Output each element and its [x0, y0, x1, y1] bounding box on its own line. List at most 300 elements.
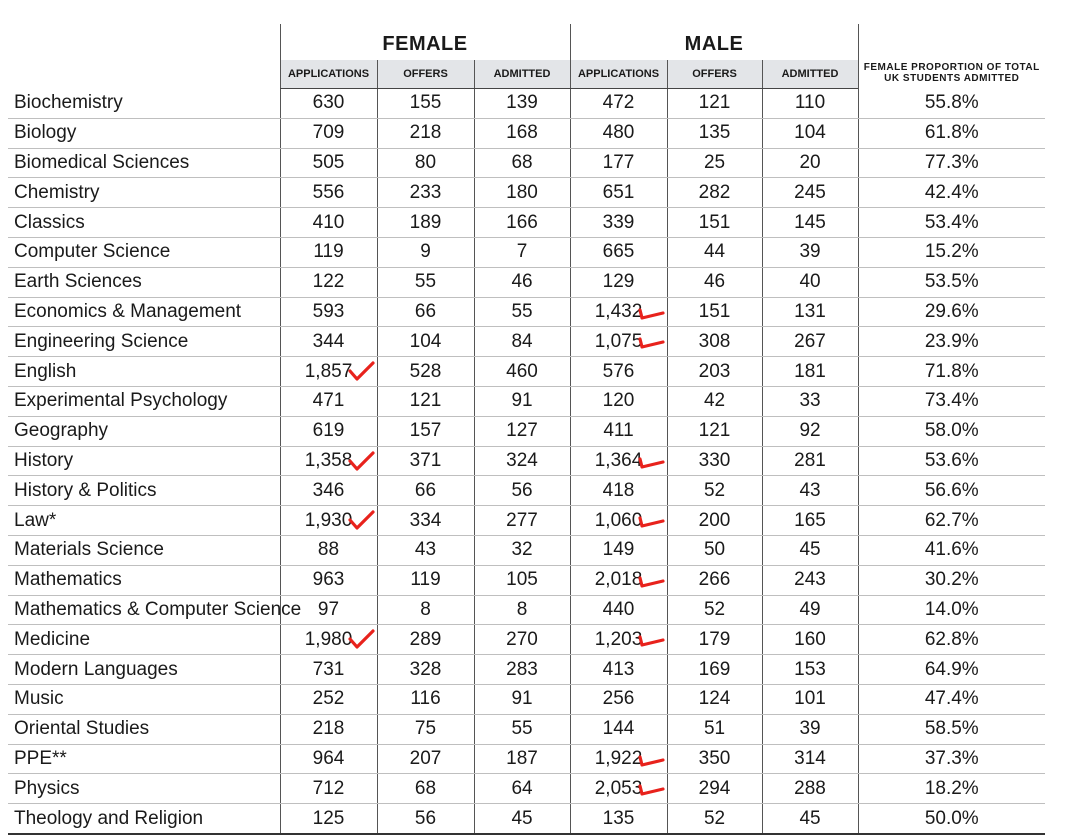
subject-value: English [14, 360, 77, 382]
male-admitted-value: 39 [799, 241, 821, 263]
subject-value: Medicine [14, 628, 91, 650]
male-applications-cell [570, 535, 667, 565]
male-group-header: MALE [570, 24, 858, 60]
subject-value: Chemistry [14, 181, 100, 203]
female-proportion-cell [858, 476, 1045, 506]
female-admitted-cell [474, 446, 570, 476]
female-admitted-cell [474, 655, 570, 685]
female-applications-cell [280, 267, 377, 297]
female-offers-value: 189 [409, 211, 442, 233]
female-applications-value: 125 [312, 807, 345, 829]
female-offers-cell [377, 89, 474, 119]
female-offers-value: 157 [409, 420, 442, 442]
male-admitted-value: 181 [794, 360, 826, 382]
female-offers-cell [377, 744, 474, 774]
female-admitted-value: 187 [506, 747, 538, 769]
male-applications-cell [570, 684, 667, 714]
male-admitted-cell [762, 357, 858, 387]
female-proportion-value: 58.5% [924, 718, 979, 740]
female-applications-value: 119 [313, 241, 344, 263]
male-admitted-value: 153 [794, 658, 826, 680]
male-offers-value: 46 [703, 271, 726, 293]
male-applications-value: 339 [602, 211, 635, 233]
female-admitted-value: 105 [506, 569, 538, 591]
female-applications-cell [280, 565, 377, 595]
male-admitted-cell [762, 774, 858, 804]
male-applications-value: 440 [602, 598, 635, 620]
male-admitted-cell [762, 744, 858, 774]
subject-value: Theology and Religion [14, 807, 204, 829]
female-admitted-cell [474, 774, 570, 804]
female-offers-cell [377, 804, 474, 834]
female-offers-value: 43 [414, 539, 437, 561]
female-admitted-cell [474, 565, 570, 595]
female-applications-cell [280, 744, 377, 774]
male-applications-value: 1,922 [594, 747, 643, 769]
female-offers-value: 68 [414, 777, 437, 799]
male-offers-cell [667, 714, 762, 744]
female-admitted-cell [474, 327, 570, 357]
female-offers-value: 116 [410, 688, 441, 710]
female-admitted-cell [474, 178, 570, 208]
female-admitted-cell [474, 237, 570, 267]
female-proportion-cell [858, 237, 1045, 267]
female-offers-cell [377, 416, 474, 446]
subject-value: Biology [14, 122, 77, 144]
table-row [8, 476, 1045, 506]
female-admitted-value: 277 [506, 509, 538, 531]
male-applications-value: 472 [602, 92, 635, 114]
male-admitted-value: 145 [794, 211, 826, 233]
female-applications-cell [280, 118, 377, 148]
male-admitted-value: 40 [799, 271, 821, 293]
male-offers-cell [667, 386, 762, 416]
table-row [8, 327, 1045, 357]
male-admitted-cell [762, 89, 858, 119]
female-offers-cell [377, 208, 474, 238]
subject-cell [8, 476, 280, 506]
female-applications-header: APPLICATIONS [280, 60, 377, 89]
male-admitted-cell [762, 476, 858, 506]
male-admitted-cell [762, 386, 858, 416]
female-admitted-value: 166 [506, 211, 538, 233]
female-proportion-cell [858, 595, 1045, 625]
female-admitted-value: 45 [511, 807, 533, 829]
female-admitted-cell [474, 744, 570, 774]
subject-cell [8, 178, 280, 208]
male-admitted-value: 92 [799, 420, 821, 442]
female-offers-header: OFFERS [377, 60, 474, 89]
female-proportion-cell [858, 386, 1045, 416]
female-admitted-cell [474, 804, 570, 834]
subject-cell [8, 327, 280, 357]
male-admitted-cell [762, 565, 858, 595]
female-offers-value: 155 [409, 92, 442, 114]
female-applications-value: 630 [312, 92, 345, 114]
male-admitted-cell [762, 655, 858, 685]
female-proportion-value: 23.9% [924, 330, 979, 352]
table-row [8, 237, 1045, 267]
female-proportion-value: 56.6% [924, 479, 979, 501]
male-offers-cell [667, 535, 762, 565]
female-offers-cell [377, 535, 474, 565]
subject-value: PPE** [14, 747, 67, 769]
male-admitted-value: 165 [794, 509, 826, 531]
table-row [8, 684, 1045, 714]
female-applications-cell [280, 625, 377, 655]
male-offers-cell [667, 744, 762, 774]
subject-value: Mathematics [14, 569, 122, 591]
table-row [8, 595, 1045, 625]
male-offers-cell [667, 625, 762, 655]
female-proportion-value: 53.6% [924, 449, 979, 471]
female-offers-value: 233 [409, 181, 442, 203]
male-offers-cell [667, 655, 762, 685]
female-offers-value: 207 [409, 747, 442, 769]
male-offers-value: 52 [703, 479, 726, 501]
table-row [8, 535, 1045, 565]
subject-cell [8, 386, 280, 416]
female-proportion-cell [858, 535, 1045, 565]
female-admitted-value: 46 [511, 271, 533, 293]
male-admitted-cell [762, 178, 858, 208]
female-offers-cell [377, 714, 474, 744]
female-admitted-value: 64 [511, 777, 533, 799]
female-offers-cell [377, 178, 474, 208]
female-proportion-header: FEMALE PROPORTION OF TOTAL UK STUDENTS ADMITTED [858, 24, 1045, 89]
male-admitted-cell [762, 237, 858, 267]
male-admitted-value: 110 [794, 92, 826, 114]
female-offers-cell [377, 297, 474, 327]
male-applications-value: 149 [602, 539, 635, 561]
male-admitted-cell [762, 535, 858, 565]
subject-cell [8, 565, 280, 595]
male-offers-cell [667, 684, 762, 714]
female-applications-value: 505 [312, 151, 345, 173]
male-offers-cell [667, 446, 762, 476]
table-row [8, 804, 1045, 834]
female-proportion-cell [858, 774, 1045, 804]
subject-value: Biochemistry [14, 92, 123, 114]
female-offers-value: 66 [414, 479, 437, 501]
male-applications-value: 1,060 [594, 509, 643, 531]
female-applications-value: 731 [312, 658, 345, 680]
female-applications-cell [280, 595, 377, 625]
female-admitted-value: 91 [511, 390, 533, 412]
female-applications-value: 410 [312, 211, 345, 233]
female-applications-value: 218 [312, 718, 345, 740]
female-applications-value: 471 [312, 390, 345, 412]
subject-cell [8, 237, 280, 267]
male-applications-cell [570, 178, 667, 208]
female-proportion-cell [858, 655, 1045, 685]
female-applications-cell [280, 684, 377, 714]
table-row [8, 386, 1045, 416]
female-applications-value: 1,980 [304, 628, 353, 650]
subject-value: Geography [14, 420, 109, 442]
female-applications-cell [280, 208, 377, 238]
table-row [8, 148, 1045, 178]
female-applications-value: 252 [312, 688, 345, 710]
male-applications-cell [570, 416, 667, 446]
female-applications-value: 593 [312, 300, 345, 322]
male-offers-cell [667, 89, 762, 119]
female-applications-cell [280, 416, 377, 446]
male-admitted-cell [762, 506, 858, 536]
subject-value: Biomedical Sciences [14, 151, 190, 173]
male-applications-value: 480 [602, 122, 635, 144]
subject-value: Physics [14, 777, 80, 799]
male-applications-cell [570, 118, 667, 148]
male-offers-value: 121 [698, 92, 731, 114]
female-proportion-value: 62.7% [924, 509, 979, 531]
subject-cell [8, 118, 280, 148]
male-applications-cell [570, 506, 667, 536]
female-offers-cell [377, 327, 474, 357]
male-offers-cell [667, 357, 762, 387]
table-row [8, 446, 1045, 476]
female-offers-value: 56 [414, 807, 437, 829]
male-admitted-value: 45 [799, 807, 821, 829]
female-offers-value: 119 [410, 569, 441, 591]
male-offers-value: 44 [703, 241, 726, 263]
female-applications-cell [280, 386, 377, 416]
subject-value: Modern Languages [14, 658, 178, 680]
female-proportion-value: 15.2% [924, 241, 979, 263]
female-offers-cell [377, 506, 474, 536]
female-offers-cell [377, 118, 474, 148]
male-applications-cell [570, 655, 667, 685]
male-applications-value: 2,053 [594, 777, 643, 799]
female-applications-cell [280, 297, 377, 327]
female-admitted-cell [474, 148, 570, 178]
female-offers-value: 75 [414, 718, 437, 740]
female-proportion-value: 61.8% [924, 122, 979, 144]
table-row [8, 625, 1045, 655]
female-proportion-cell [858, 327, 1045, 357]
male-admitted-cell [762, 625, 858, 655]
subject-value: Experimental Psychology [14, 390, 228, 412]
female-applications-value: 1,930 [304, 509, 353, 531]
male-admitted-cell [762, 267, 858, 297]
male-applications-value: 1,432 [594, 300, 643, 322]
table-row [8, 774, 1045, 804]
male-offers-cell [667, 178, 762, 208]
female-applications-cell [280, 804, 377, 834]
female-admitted-cell [474, 386, 570, 416]
male-applications-cell [570, 565, 667, 595]
male-offers-value: 51 [703, 718, 726, 740]
female-admitted-cell [474, 595, 570, 625]
female-offers-value: 55 [414, 271, 437, 293]
female-applications-value: 963 [312, 569, 345, 591]
male-applications-cell [570, 386, 667, 416]
male-admitted-value: 33 [799, 390, 821, 412]
female-admitted-value: 56 [511, 479, 533, 501]
female-applications-cell [280, 446, 377, 476]
female-proportion-value: 53.5% [924, 271, 979, 293]
female-proportion-cell [858, 714, 1045, 744]
table-row [8, 118, 1045, 148]
male-admitted-value: 314 [794, 747, 826, 769]
female-admitted-value: 84 [511, 330, 533, 352]
male-offers-value: 203 [698, 360, 731, 382]
male-applications-cell [570, 267, 667, 297]
male-admitted-cell [762, 446, 858, 476]
female-proportion-value: 77.3% [924, 151, 979, 173]
female-applications-cell [280, 89, 377, 119]
male-applications-value: 144 [602, 718, 635, 740]
female-admitted-value: 8 [516, 598, 528, 620]
female-admitted-value: 139 [506, 92, 538, 114]
male-applications-value: 413 [602, 658, 635, 680]
male-admitted-cell [762, 297, 858, 327]
male-admitted-value: 243 [794, 569, 826, 591]
male-applications-cell [570, 208, 667, 238]
female-admitted-value: 127 [506, 420, 538, 442]
male-applications-value: 135 [602, 807, 635, 829]
male-admitted-value: 45 [799, 539, 821, 561]
table-row [8, 506, 1045, 536]
female-offers-value: 80 [414, 151, 437, 173]
male-offers-cell [667, 237, 762, 267]
female-proportion-cell [858, 297, 1045, 327]
subject-cell [8, 774, 280, 804]
subject-cell [8, 357, 280, 387]
table-row [8, 655, 1045, 685]
male-offers-cell [667, 416, 762, 446]
female-proportion-value: 18.2% [924, 777, 979, 799]
subject-value: Classics [14, 211, 85, 233]
female-offers-value: 289 [409, 628, 442, 650]
female-admitted-cell [474, 506, 570, 536]
female-admitted-cell [474, 625, 570, 655]
female-offers-cell [377, 357, 474, 387]
male-offers-value: 124 [698, 688, 731, 710]
female-proportion-value: 42.4% [924, 181, 979, 203]
female-proportion-cell [858, 506, 1045, 536]
female-admitted-value: 91 [511, 688, 533, 710]
male-offers-value: 151 [698, 300, 731, 322]
male-offers-value: 282 [698, 181, 731, 203]
male-offers-value: 42 [703, 390, 726, 412]
female-admitted-value: 55 [511, 718, 533, 740]
admissions-table-container [8, 24, 1048, 835]
subject-cell [8, 625, 280, 655]
female-proportion-cell [858, 565, 1045, 595]
female-admitted-value: 68 [511, 151, 533, 173]
subject-cell [8, 267, 280, 297]
male-offers-cell [667, 595, 762, 625]
table-row [8, 89, 1045, 119]
female-offers-cell [377, 625, 474, 655]
male-applications-value: 411 [603, 420, 634, 442]
male-applications-value: 129 [602, 271, 635, 293]
male-offers-value: 169 [698, 658, 731, 680]
female-proportion-cell [858, 357, 1045, 387]
subject-cell [8, 595, 302, 625]
male-admitted-value: 49 [799, 598, 821, 620]
female-admitted-cell [474, 357, 570, 387]
male-offers-value: 200 [698, 509, 731, 531]
male-offers-header: OFFERS [667, 60, 762, 89]
male-offers-cell [667, 506, 762, 536]
female-applications-value: 1,358 [304, 449, 353, 471]
male-offers-value: 308 [698, 330, 731, 352]
female-applications-value: 344 [312, 330, 345, 352]
female-admitted-cell [474, 297, 570, 327]
male-offers-value: 294 [698, 777, 731, 799]
male-offers-value: 330 [698, 449, 731, 471]
table-row [8, 357, 1045, 387]
male-applications-cell [570, 744, 667, 774]
male-applications-value: 1,203 [594, 628, 643, 650]
female-proportion-cell [858, 208, 1045, 238]
female-admitted-value: 32 [511, 539, 533, 561]
male-applications-cell [570, 148, 667, 178]
male-admitted-value: 288 [794, 777, 826, 799]
male-applications-cell [570, 297, 667, 327]
table-row [8, 178, 1045, 208]
table-row [8, 416, 1045, 446]
female-offers-cell [377, 774, 474, 804]
male-offers-cell [667, 804, 762, 834]
female-proportion-value: 14.0% [924, 598, 979, 620]
female-admitted-value: 324 [506, 449, 538, 471]
male-offers-value: 52 [703, 807, 726, 829]
female-applications-value: 122 [312, 271, 345, 293]
subject-value: Materials Science [14, 539, 164, 561]
female-proportion-cell [858, 178, 1045, 208]
subject-cell [8, 714, 280, 744]
female-offers-cell [377, 476, 474, 506]
male-applications-header: APPLICATIONS [570, 60, 667, 89]
male-applications-value: 1,075 [594, 330, 643, 352]
female-admitted-value: 270 [506, 628, 538, 650]
female-applications-cell [280, 655, 377, 685]
male-admitted-cell [762, 416, 858, 446]
subject-value: Oriental Studies [14, 718, 150, 740]
female-offers-cell [377, 237, 474, 267]
female-proportion-cell [858, 118, 1045, 148]
table-row [8, 267, 1045, 297]
subject-value: Economics & Management [14, 300, 242, 322]
female-offers-cell [377, 386, 474, 416]
male-applications-cell [570, 625, 667, 655]
subject-cell [8, 208, 280, 238]
male-offers-cell [667, 774, 762, 804]
subject-cell [8, 89, 280, 119]
male-offers-cell [667, 208, 762, 238]
female-admitted-value: 55 [511, 300, 533, 322]
subject-cell [8, 744, 280, 774]
male-admitted-cell [762, 118, 858, 148]
male-applications-value: 576 [602, 360, 635, 382]
female-offers-cell [377, 446, 474, 476]
subject-value: History & Politics [14, 479, 157, 501]
subject-cell [8, 535, 280, 565]
table-row [8, 714, 1045, 744]
male-applications-cell [570, 357, 667, 387]
female-offers-value: 8 [420, 598, 431, 620]
male-offers-value: 151 [698, 211, 731, 233]
female-proportion-value: 53.4% [924, 211, 979, 233]
subject-value: Engineering Science [14, 330, 189, 352]
subject-cell [8, 804, 280, 834]
female-admitted-cell [474, 535, 570, 565]
subject-cell [8, 446, 280, 476]
male-applications-cell [570, 595, 667, 625]
